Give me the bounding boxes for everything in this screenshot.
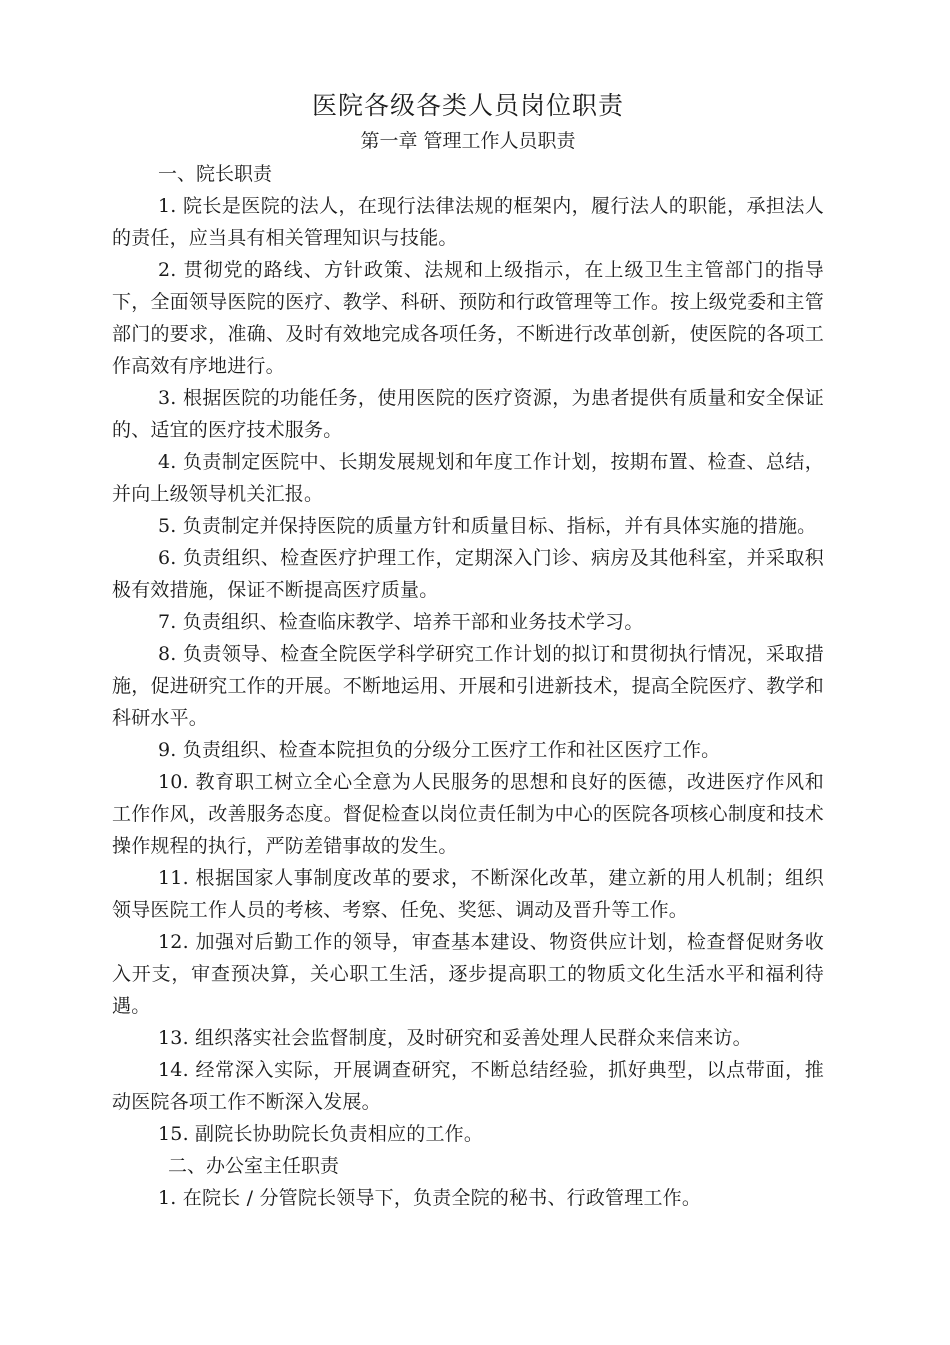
duty-item: 14. 经常深入实际，开展调查研究，不断总结经验，抓好典型，以点带面，推动医院各项工作不断深入发展。 [112,1059,824,1113]
section-president-duties [112,158,824,1150]
duty-item: 1. 在院长 / 分管院长领导下，负责全院的秘书、行政管理工作。 [158,1187,702,1209]
section-office-director-duties [112,1150,824,1214]
duty-item: 6. 负责组织、检查医疗护理工作，定期深入门诊、病房及其他科室，并采取积极有效措施，保证不断提高医疗质量。 [112,547,824,601]
section-heading: 二、办公室主任职责 [168,1155,340,1177]
duty-item: 1. 院长是医院的法人，在现行法律法规的框架内，履行法人的职能，承担法人的责任，应当具有相关管理知识与技能。 [112,195,824,249]
duty-item: 13. 组织落实社会监督制度，及时研究和妥善处理人民群众来信来访。 [158,1027,752,1049]
duty-item: 7. 负责组织、检查临床教学、培养干部和业务技术学习。 [158,611,644,633]
chapter-title: 第一章 管理工作人员职责 [360,130,576,152]
duty-item: 12. 加强对后勤工作的领导，审查基本建设、物资供应计划，检查督促财务收入开支，审查预决算，关心职工生活，逐步提高职工的物质文化生活水平和福利待遇。 [112,931,824,1017]
duty-item: 10. 教育职工树立全心全意为人民服务的思想和良好的医德，改进医疗作风和工作作风，改善服务态度。督促检查以岗位责任制为中心的医院各项核心制度和技术操作规程的执行，严防差错事故的发生。 [112,771,824,857]
duty-item: 5. 负责制定并保持医院的质量方针和质量目标、指标，并有具体实施的措施。 [158,515,817,537]
duty-item: 2. 贯彻党的路线、方针政策、法规和上级指示，在上级卫生主管部门的指导下，全面领导医院的医疗、教学、科研、预防和行政管理等工作。按上级党委和主管部门的要求，准确、及时有效地完成各项任务，不断进行改革创新，使医院的各项工作高效有序地进行。 [112,259,824,377]
duty-item: 15. 副院长协助院长负责相应的工作。 [158,1123,484,1145]
duty-item: 8. 负责领导、检查全院医学科学研究工作计划的拟订和贯彻执行情况，采取措施，促进研究工作的开展。不断地运用、开展和引进新技术，提高全院医疗、教学和科研水平。 [112,643,824,729]
duty-item: 3. 根据医院的功能任务，使用医院的医疗资源，为患者提供有质量和安全保证的、适宜的医疗技术服务。 [112,387,824,441]
duty-item: 11. 根据国家人事制度改革的要求，不断深化改革，建立新的用人机制；组织领导医院工作人员的考核、考察、任免、奖惩、调动及晋升等工作。 [112,867,824,921]
duty-item: 9. 负责组织、检查本院担负的分级分工医疗工作和社区医疗工作。 [158,739,721,761]
document-title: 医院各级各类人员岗位职责 [311,91,624,120]
document-page [112,88,824,1214]
section-heading: 一、院长职责 [158,163,273,185]
duty-item: 4. 负责制定医院中、长期发展规划和年度工作计划，按期布置、检查、总结，并向上级领导机关汇报。 [112,451,824,505]
